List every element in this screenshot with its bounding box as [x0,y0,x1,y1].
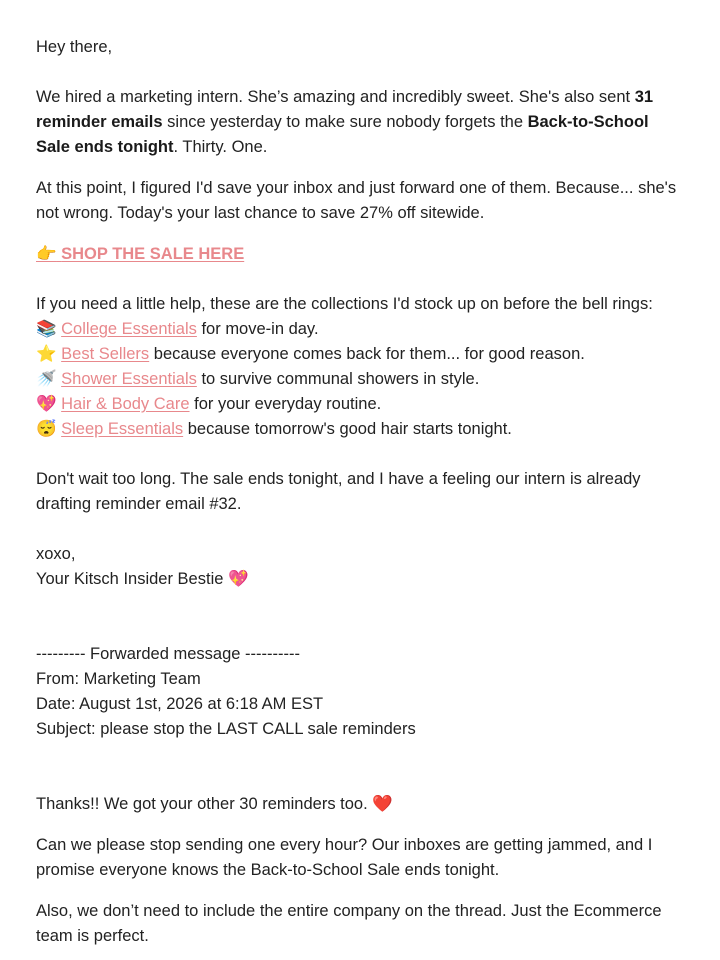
forward-explanation: At this point, I figured I'd save your inbox and just forward one of them. Because... she's not wrong. Today's your last chance to save 27% off sitewide. [36,179,677,222]
list-item-text: because everyone comes back for them... for good reason. [149,345,585,363]
forwarded-subject: Subject: please stop the LAST CALL sale reminders [36,720,416,738]
list-item-text: because tomorrow's good hair starts tonight. [183,420,512,438]
sale-ends-bold: Back-to-School Sale ends tonight [36,113,649,156]
sleeping-face-icon: 😴 [36,420,57,438]
shower-icon: 🚿 [36,370,57,388]
list-item [36,317,686,342]
books-icon: 📚 [36,320,57,338]
list-item-text: to survive communal showers in style. [196,370,480,388]
red-heart-icon: ❤️ [372,795,393,813]
sparkling-heart-icon: 💖 [228,570,249,588]
forwarded-divider: --------- Forwarded message ---------- [36,645,300,663]
collections-intro: If you need a little help, these are the collections I'd stock up on before the bell rings: [36,295,653,313]
shop-sale-link[interactable] [36,245,244,263]
forwarded-date: Date: August 1st, 2026 at 6:18 AM EST [36,695,324,713]
reminder-count-bold: 31 reminder emails [36,88,654,131]
signoff-line: xoxo, [36,545,76,563]
intro-text-3: . Thirty. One. [173,138,268,156]
signature-text: Your Kitsch Insider Bestie [36,570,224,588]
signature [36,567,686,592]
forwarded-thanks [36,792,686,817]
list-item [36,417,686,442]
thanks-text: Thanks!! We got your other 30 reminders too. [36,795,368,813]
cta-line [36,242,686,267]
shop-sale-label: SHOP THE SALE HERE [61,245,245,263]
forwarded-header [36,642,686,742]
list-item [36,342,686,367]
intro-text: We hired a marketing intern. She’s amazing and incredibly sweet. She's also sent [36,88,635,106]
best-sellers-link[interactable]: Best Sellers [61,345,150,363]
greeting: Hey there, [36,38,113,56]
intro-paragraph [36,85,686,160]
urgency-paragraph: Don't wait too long. The sale ends tonight, and I have a feeling our intern is already drafting reminder email #32. [36,470,641,513]
hair-body-care-link[interactable]: Hair & Body Care [61,395,190,413]
email-body [36,35,686,949]
sparkling-heart-icon: 💖 [36,395,57,413]
signoff [36,542,686,592]
list-item-text: for move-in day. [196,320,319,338]
list-item [36,392,686,417]
star-icon: ⭐ [36,345,57,363]
forwarded-paragraph-2: Also, we don’t need to include the entire company on the thread. Just the Ecommerce team is perfect. [36,902,662,945]
college-essentials-link[interactable]: College Essentials [61,320,197,338]
intro-text-2: since yesterday to make sure nobody forgets the [162,113,528,131]
collections-block [36,292,686,442]
list-item-text: for your everyday routine. [189,395,382,413]
list-item [36,367,686,392]
forwarded-paragraph-1: Can we please stop sending one every hour? Our inboxes are getting jammed, and I promise everyone knows the Back-to-School Sale ends tonight. [36,836,653,879]
forwarded-from: From: Marketing Team [36,670,201,688]
sleep-essentials-link[interactable]: Sleep Essentials [61,420,184,438]
pointing-hand-icon: 👉 [36,245,57,263]
shower-essentials-link[interactable]: Shower Essentials [61,370,197,388]
